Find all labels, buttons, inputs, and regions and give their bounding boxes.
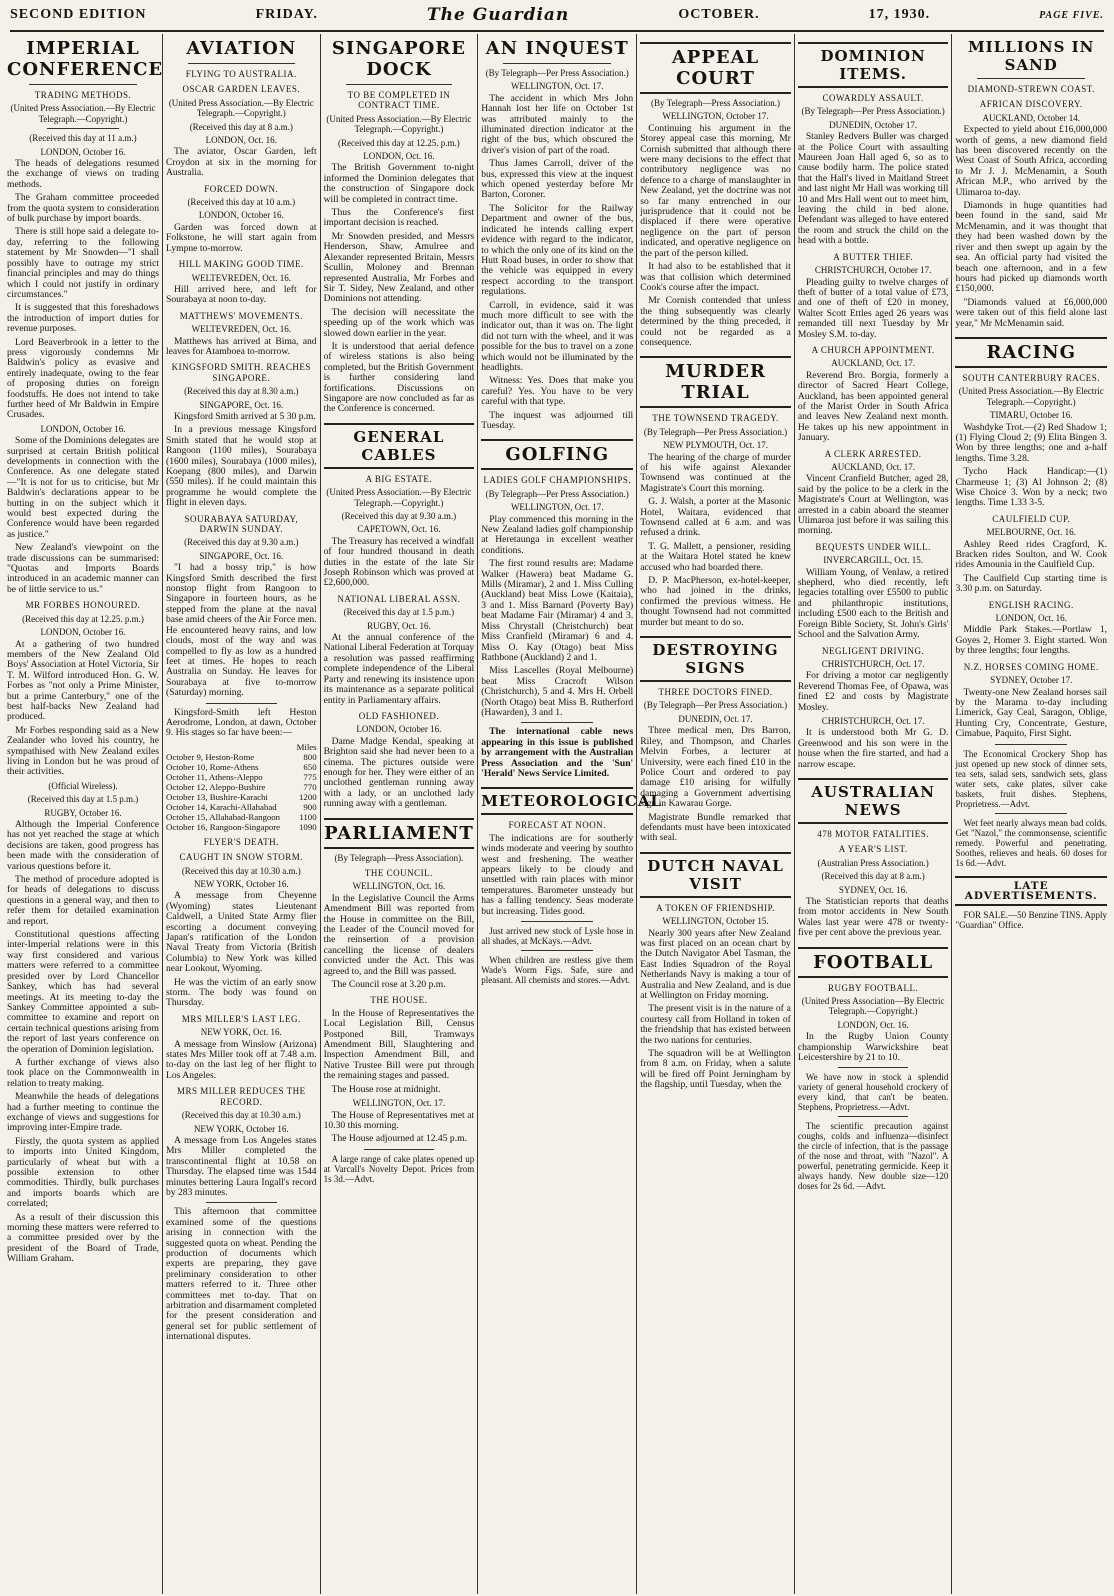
advertisement: A large range of cake plates opened up at Varcall's Novelty Depot. Prices from 1s 3d.—Advt. xyxy=(323,1153,475,1184)
subheading: DIAMOND-STREWN COAST. xyxy=(967,84,1095,94)
source-line: (United Press Association.—By Electric Telegraph.—Copyright.) xyxy=(958,386,1104,407)
paragraph: Magistrate Bundle remarked that defendants must have been intoxicated with seal. xyxy=(640,811,791,844)
received-line: (Received this day at 9.30 a.m.) xyxy=(341,511,457,521)
dateline: RUGBY, Oct. 16. xyxy=(367,620,431,631)
received-line: (Received this day at 9.30 a.m.) xyxy=(184,537,299,548)
source-line: (United Press Association.—By Electric Telegraph.—Copyright.) xyxy=(168,97,314,119)
paragraph: He was the victim of an early snow storm. The body was found on Thursday. xyxy=(166,976,317,1009)
paragraph: Mr Cornish contended that unless the thing subsequently was clearly determined by the thing preceded, it could not be regarded as a consequence. xyxy=(640,295,791,348)
stage-cell: October 10, Rome-Athens xyxy=(166,761,259,772)
headline: MURDER TRIAL xyxy=(640,356,791,408)
subheading: A BUTTER THIEF. xyxy=(833,251,914,262)
paragraph: A message from Winslow (Arizona) states Mrs Miller took off at 7.48 a.m. to-day on the last leg of her flight to Los Angeles. xyxy=(166,1038,317,1081)
headline: GENERAL CABLES xyxy=(324,423,475,469)
column-aviation xyxy=(163,34,321,1594)
dateline: WELTEVREDEN, Oct. 16. xyxy=(191,272,291,283)
table-row xyxy=(166,822,317,832)
stage-cell: October 11, Athens-Aleppo xyxy=(166,771,263,782)
dateline: LONDON, October 16. xyxy=(40,627,126,638)
table-row xyxy=(166,812,317,822)
headline: IMPERIAL CONFERENCE xyxy=(7,38,164,80)
stage-cell: October 15, Allahabad-Rangoon xyxy=(166,811,281,822)
paragraph: Although the Imperial Conference has not yet reached the stage at which decisions are taken, good progress has been made with the consideration of various questions before it. xyxy=(7,819,159,872)
divider xyxy=(29,84,137,85)
subheading: COWARDLY ASSAULT. xyxy=(822,93,924,103)
headline: METEOROLOGICAL xyxy=(481,787,633,815)
paragraph: Middle Park Stakes.—Portlaw 1, Goyes 2, Homer 3. Eight started. Won by three lengths; four lengths. xyxy=(955,624,1108,657)
paragraph: Play commenced this morning in the New Zealand ladies golf championship at Heretaunga in excellent weather conditions. xyxy=(481,513,634,556)
subheading: THE HOUSE. xyxy=(370,995,428,1006)
subheading: FORECAST AT NOON. xyxy=(508,820,606,831)
paragraph: Matthews has arrived at Bima, and leaves for Atamboea to-morrow. xyxy=(166,335,317,357)
subheading: NATIONAL LIBERAL ASSN. xyxy=(337,593,461,604)
source-line: (By Telegraph—Per Press Association.) xyxy=(643,700,788,711)
paragraph: Nearly 300 years after New Zealand was first placed on an ocean chart by the Dutch Navigator Abel Tasman, the East Indies Squadron of the Royal Netherlands Navy is making a tour of Australia and New Zealand, and is due at Wellington on Friday morning. xyxy=(640,927,791,1001)
paragraph: Constitutional questions affecting inter-Imperial relations were in this way first considered and various matters were referred to a committee presided over by Lord Chancellor Sankey, which has had several meetings. At its meeting to-day the Sankey Committee appointed a sub-committee to examine and report on certain technical questions arising from the report of last years conference on the operation of Dominion legislation. xyxy=(7,929,159,1055)
source-line: (By Telegraph—Per Press Association.) xyxy=(485,488,629,499)
headline: FOOTBALL xyxy=(798,947,949,978)
paragraph: Miss Lascelles (Royal Melbourne) beat Miss Cracroft Wilson (Christchurch), 5 and 4. Mrs H. Orbell (North Otago) beat Miss B. Rutherford (Hawarden), 3 and 1. xyxy=(481,665,634,718)
subheading: BEQUESTS UNDER WILL. xyxy=(815,541,931,552)
masthead xyxy=(10,0,1104,32)
source-line: (United Press Association.—By Electric Telegraph.—Copyright.) xyxy=(326,113,472,135)
dateline: CHRISTCHURCH, Oct. 17. xyxy=(821,715,925,726)
paragraph: Dame Madge Kendal, speaking at Brighton said she had never been to a cinema. The pictures outside were enough for her. They were either of an unclothed gentleman running away with a lady, or an unclothed lady running away with a gentleman. xyxy=(323,735,475,810)
miles-cell: 650 xyxy=(303,761,317,772)
paragraph: The Statistician reports that deaths from motor accidents in New South Wales last year were 478 or twenty-five per cent above the previous year. xyxy=(797,896,949,939)
dateline: CHRISTCHURCH, October 17. xyxy=(814,265,932,276)
paragraph: The international cable news appearing in this issue is published by arrangement with the Australian Press Association and the 'Sun' 'Herald' News Service Limited. xyxy=(481,726,634,779)
dateline: LONDON, Oct. 16. xyxy=(205,135,277,146)
received-line: (Received this day at 10 a.m.) xyxy=(187,197,296,208)
headline: DUTCH NAVAL VISIT xyxy=(640,852,791,898)
paragraph: Lord Beaverbrook in a letter to the press vigorously condemns Mr Baldwin's policy as evasive and entirely inadequate, owing to the fear of proposing duties on foreign foodstuffs. He does not intend to take further heed of Mr Baldwin in Empire Crusades. xyxy=(7,336,159,421)
paragraph: The Treasury has received a windfall of four hundred thousand in death duties in the estate of the late Sir Joseph Robinson which was proved at £2,600,000. xyxy=(323,535,475,589)
source-line: (By Telegraph—Press Association). xyxy=(334,852,464,863)
subheading: 478 MOTOR FATALITIES. xyxy=(817,828,929,839)
dateline: LONDON, Oct. 16. xyxy=(995,613,1067,624)
subheading: HILL MAKING GOOD TIME. xyxy=(178,259,304,270)
paragraph: Kingsford-Smith left Heston Aerodrome, London, at dawn, October 9. His stages so far have been:— xyxy=(166,706,317,739)
paragraph: Mr Forbes responding said as a New Zealander who loved his country, he sympathised with New Zealand exiles living in London but he was proud of their activities. xyxy=(7,724,159,778)
paragraph: Continuing his argument in the Storey appeal case this morning, Mr Cornish submitted that although there were many decisions to the effect that contributory negligence was no defence to a charge of manslaughter in New Zealand, yet the doctrine was not so far many entrenched in our jurisprudence that it could not be displaced if there were operative negligence on the part of person indicated, and operative negligence on the part of the person killed. xyxy=(640,122,791,259)
dateline: TIMARU, October 16. xyxy=(989,410,1073,421)
dateline: NEW YORK, October 16. xyxy=(193,1123,289,1134)
subheading: MR FORBES HONOURED. xyxy=(25,600,141,611)
dateline: AUCKLAND, Oct. 17. xyxy=(831,462,915,472)
paragraph: The decision will necessitate the speeding up of the work which was slowed down earlier in the year. xyxy=(323,306,475,339)
dateline: NEW YORK, Oct. 16. xyxy=(200,1027,282,1038)
dateline: DUNEDIN, Oct. 17. xyxy=(678,713,753,724)
paragraph: Hill arrived here, and left for Sourabaya at noon to-day. xyxy=(166,283,317,306)
paragraph: Twenty-one New Zealand horses sail by the Marama to-day including Limerick, Gay Ceal, Saragon, Oblige, Hunting Cry, Concentrate, Gesture, Cimabue, Paquito, First Sight. xyxy=(955,686,1108,740)
paragraph: The hearing of the charge of murder of his wife against Alexander Townsend was continued at the Magistrate's Court this morning. xyxy=(640,451,791,494)
subheading: MATTHEWS' MOVEMENTS. xyxy=(179,310,303,321)
paragraph: Expected to yield about £16,000,000 worth of gems, a new diamond field has been discovered recently on the West Coast of South Africa, according to Mr J. J. McMenamin, a South African M.P., who arrived by the Ulimaroa to-day. xyxy=(955,124,1108,198)
miles-header: Miles xyxy=(296,741,317,752)
dateline: SINGAPORE, Oct. 16. xyxy=(199,550,284,561)
paragraph: The method of procedure adopted is for heads of delegations to discuss questions in a general way, and then to refer them for detailed examination and report. xyxy=(7,874,159,927)
column-singapore-dock xyxy=(321,34,479,1594)
divider xyxy=(364,1149,435,1150)
miles-cell: 770 xyxy=(303,781,317,792)
table-row xyxy=(166,792,317,802)
paragraph: New Zealand's viewpoint on the trade discussions can be summarised: "Quotas and Imports Boards introduced in an academic manner can be of little service to us." xyxy=(7,542,159,595)
source-line: (Official Wireless). xyxy=(48,780,118,791)
dateline: CHRISTCHURCH, Oct. 17. xyxy=(821,658,925,669)
paragraph: Mr Snowden presided, and Messrs Henderson, Shaw, Amulree and Alexander represented Britain, Messrs Scullin, Moloney and Brennan represented Australia, Mr Forbes and Sir T. Sidey, New Zealand, and other Dominions not attending. xyxy=(323,230,475,305)
edition-label: SECOND EDITION xyxy=(10,7,147,22)
divider xyxy=(838,1067,909,1068)
paragraph: The Graham committee proceeded from the quota system to consideration of bulk purchase by import boards. xyxy=(7,192,159,225)
received-line: (Received this day at 1.5 p.m.) xyxy=(27,794,139,805)
dateline: DUNEDIN, October 17. xyxy=(829,119,918,130)
divider xyxy=(995,744,1067,745)
paragraph: It is understood both Mr G. D. Greenwood and his son were in the house when the fire started, and had a narrow escape. xyxy=(797,727,949,770)
table-row xyxy=(166,752,317,762)
subheading: TRADING METHODS. xyxy=(34,90,132,100)
divider xyxy=(521,921,593,922)
dateline: AUCKLAND, Oct. 17. xyxy=(831,358,915,369)
paragraph: Vincent Cranfield Butcher, aged 28, said by the police to be a clerk in the Magistrate's Court at Wellington, was arrested in a cabin aboard the steamer Ulimaroa just before it was sailing this morning. xyxy=(797,473,949,537)
dateline: SINGAPORE, Oct. 16. xyxy=(199,399,284,410)
subheading: KINGSFORD SMITH. REACHES SINGAPORE. xyxy=(171,362,311,383)
paragraph: The first round results are: Madame Walker (Hawera) beat Madame G. Mills (Miramar), 2 and 1. Miss Culling (Auckland) beat Miss Lowe (Kaitaia), 3 and 1. Miss Barnard (Poverty Bay) beat Madame Fair (Miramar) 4 and 3. Miss Chrystall (Christchurch) beat Miss Cranfield (Miramar) 6 and 4. Miss O. Kay (Otago) beat Miss Rathbone (Auckland) 2 and 1. xyxy=(481,558,634,663)
advertisement: FOR SALE.—50 Benzine TINS. Apply "Guardian" Office. xyxy=(955,910,1108,931)
headline: AUSTRALIAN NEWS xyxy=(798,778,949,824)
headline: MILLIONS IN SAND xyxy=(968,38,1095,74)
paragraph: "Diamonds valued at £6,000,000 were taken out of this field alone last year," Mr McMenamin said. xyxy=(955,296,1108,329)
paragraph: D. P. MacPherson, ex-hotel-keeper, who had joined in the drinks, confirmed the previous witness. He thought Townsend had not committed murder but meant to do so. xyxy=(640,575,791,628)
paragraph: At a gathering of two hundred members of the New Zealand Old Boys' Association at Hotel Victoria, Sir T. M. Wilford introduced Hon. G. W. Forbes as "not only a Prime Minister, but a prime Canterbury," one of the best half-backs New Zealand had produced. xyxy=(7,638,159,723)
paragraph: At the annual conference of the National Liberal Federation at Torquay a resolution was passed reaffirming complete independence of the Liberal Party and renewing its insistence upon its maintenance as a separate political entity in Parliamentary affairs. xyxy=(323,632,475,706)
subheading: OLD FASHIONED. xyxy=(358,710,440,721)
advertisement: The Economical Crockery Shop has just opened up new stock of dinner sets, tea sets, salad sets, sandwich sets, glass water sets, cake plates, silver cake baskets, fruit dishes. Stephens, Proprietress.—Advt. xyxy=(955,748,1108,809)
received-line: (Received this day at 12.25. p.m.) xyxy=(22,613,144,624)
date-label: 17, 1930. xyxy=(868,7,931,22)
subheading: THE COUNCIL. xyxy=(364,867,433,878)
subheading: ENGLISH RACING. xyxy=(988,599,1074,610)
miles-cell: 900 xyxy=(303,801,317,812)
advertisement: We have now in stock a splendid variety of general household crockery of every kind, that can't be beaten. Stephens, Proprietress.—Advt. xyxy=(797,1072,949,1113)
paragraph: The Solicitor for the Railway Department and owner of the bus, indicated he intends calling expert evidence with regard to the indicator, to which the only one of its kind on the Hutt Road buses, in order to show that the vehicle was equipped in every respect according to the transport regulations. xyxy=(481,202,634,298)
paragraph: The inquest was adjourned till Tuesday. xyxy=(481,409,634,431)
subheading: CAUGHT IN SNOW STORM. xyxy=(179,852,304,863)
subheading: FORCED DOWN. xyxy=(204,183,279,194)
headline: GOLFING xyxy=(481,439,633,470)
advertisement: Wet feet nearly always mean bad colds. Get "Nazol," the commonsense, scientific remedy. Powerful and penetrating. Soothes, relieves and heals. 60 doses for 1s 6d.—Advt. xyxy=(955,817,1108,868)
paragraph: It is understood that aerial defence of wireless stations is also being completed, but the British Government is further considering land fortifications. Discussions on Singapore are now concluded as far as the Conference is concerned. xyxy=(323,340,475,415)
paragraph: The present visit is in the nature of a courtesy call from Holland in token of the friendship that has existed between the two nations for centuries. xyxy=(640,1003,791,1046)
day-label: FRIDAY. xyxy=(255,7,318,22)
paragraph: The heads of delegations resumed the exchange of views on trading methods. xyxy=(7,158,159,190)
subheading: MRS MILLER'S LAST LEG. xyxy=(181,1013,301,1024)
source-line: (Australian Press Association.) xyxy=(817,857,929,868)
headline: RACING xyxy=(955,337,1107,368)
subheading: SOUTH CANTERBURY RACES. xyxy=(962,372,1100,383)
column-appeal-court xyxy=(637,34,795,1594)
paragraph: The House adjourned at 12.45 p.m. xyxy=(331,1133,467,1145)
received-line: (Received this day at 8 a.m.) xyxy=(821,871,925,882)
columns xyxy=(4,34,1110,1594)
source-line: (By Telegraph—Per Press Association.) xyxy=(801,106,945,117)
paragraph: This afternoon that committee examined some of the questions arising in connection with the suggested quota on wheat. Pending the production of documents which experts are preparing, they gave preliminary consideration to other matters referred to it. Three other committees met to-day. That on arbitration and disarmament completed for the present consideration and general set for public settlement of international disputes. xyxy=(166,1206,317,1343)
source-line: (United Press Association.—By Electric Telegraph.—Copyright.) xyxy=(10,103,156,124)
paragraph: A further exchange of views also took place on the Commonwealth in relation to treaty making. xyxy=(7,1056,159,1089)
divider xyxy=(838,1116,909,1117)
subheading: SOURABAYA SATURDAY, DARWIN SUNDAY. xyxy=(184,513,299,535)
miles-cell: 775 xyxy=(303,771,317,782)
subheading: AFRICAN DISCOVERY. xyxy=(979,99,1083,110)
paragraph: Stanley Redvers Buller was charged at the Police Court with assaulting Maureen Joan Hall aged 6, so as to cause bodily harm. The police stated that the Hall's lived in Maitland Street and last night Mr Hall was working till 10 and Mrs Hall went out to meet him, leaving the child in bed alone. Defendant was alleged to have entered the room and struck the child on the head with a bottle. xyxy=(797,131,949,247)
paragraph: Tycho Hack Handicap:—(1) Charmeuse 1; (3) Al Johnson 2; (8) Wise Choice 3. Won by a neck; two lengths. Time 1.33 3-5. xyxy=(955,466,1108,509)
paragraph: Diamonds in huge quantities had been found in the sand, said Mr McMenamin, and it was thought that they had been washed down by the river and then swept up again by the sea. An official party had visited the beach one afternoon, and in a few hours had picked up diamonds worth £150,000. xyxy=(955,200,1108,295)
paragraph: Ashley Reed rides Cragford, K. Bracken rides Soulton, and W. Cook rides Amounia in the Caulfield Cup. xyxy=(955,538,1108,571)
column-millions-in-sand xyxy=(952,34,1110,1594)
paragraph: T. G. Mallett, a pensioner, residing at the Waitara Hotel stated he knew accused who had boarded there. xyxy=(640,540,791,573)
dateline: LONDON, October 16. xyxy=(40,146,126,157)
paragraph: Washdyke Trot.—(2) Red Shadow 1; (1) Flying Cloud 2; (9) Elita Bingen 3. Won by three lengths; one and a-half lengths. Time 3.28. xyxy=(955,421,1108,464)
advertisement: The scientific precaution against coughs, colds and influenza—disinfect the circle of infection, that is the passage of the nose and throat, with "Nazol". A powerful, penetrating germicide. Keep it always handy. New double size—120 doses for 2s 6d. —Advt. xyxy=(797,1121,949,1192)
paragraph: There is still hope said a delegate to-day, referring to the following statement by Mr Snowden—"I shall possibly have to outrage my strict financial principles and may do things which I could not justify in ordinary circumstances." xyxy=(7,226,159,300)
paragraph: Three medical men, Drs Barron, Riley, and Thompson, and Charles Melvin Forbes, a lecturer at University, were each fined £10 in the Police Court and ordered to pay damage £10 arising for wilfully damaging a Government advertising sign in Kawarau Gorge. xyxy=(640,725,791,810)
miles-cell: 1200 xyxy=(299,791,317,802)
column-an-inquest xyxy=(478,34,663,1594)
dateline: LONDON, October 16. xyxy=(356,724,442,735)
paragraph: In the House of Representatives the Local Legislation Bill, Census Postponed Bill, Tramways Amendment Bill, Slaughtering and Inspection Amendment Bill, and Native Trustee Bill were put through the remaining stages and passed. xyxy=(323,1007,475,1082)
divider xyxy=(188,63,295,64)
headline: DOMINION ITEMS. xyxy=(798,42,949,88)
dateline: WELLINGTON, Oct. 17. xyxy=(510,502,604,513)
subheading: A BIG ESTATE. xyxy=(365,473,433,484)
dateline: LONDON, Oct. 16. xyxy=(837,1019,909,1030)
paragraph: Meanwhile the heads of delegations had a further meeting to continue the exchange of views and suggestions for improving inter-Empire trade. xyxy=(7,1091,159,1134)
divider xyxy=(206,1202,277,1203)
table-row xyxy=(166,782,317,792)
paragraph: The House rose at midnight. xyxy=(331,1083,441,1095)
late-ads-heading: LATE ADVERTISEMENTS. xyxy=(955,876,1107,907)
paragraph: The indications are for southerly winds moderate and veering by southto west and freshening. The weather appears likely to be cloudy and unsettled with rain places with minor temperatures. Barometer unsteady but has a falling tendency. Seas moderate but increasing. Tides good. xyxy=(481,832,634,917)
paragraph: The British Government to-night informed the Dominion delegates that the construction of Singapore dock will be completed in contract time. xyxy=(323,162,475,205)
subheading: FLYING TO AUSTRALIA. xyxy=(185,69,297,79)
paragraph: The House of Representatives met at 10.30 this morning. xyxy=(323,1109,475,1131)
paragraph: Thus the Conference's first important decision is reached. xyxy=(323,207,475,229)
miles-cell: 800 xyxy=(303,751,317,762)
paragraph: The accident in which Mrs John Hannah lost her life on October 1st was attributed mainly to the illuminated direction indicator at the right of the bus, which obscured the driver's vision of part of the road. xyxy=(481,92,634,156)
dateline: LONDON, October 16. xyxy=(40,423,126,434)
dateline: MELBOURNE, Oct. 16. xyxy=(986,527,1076,538)
paragraph: The aviator, Oscar Garden, left Croydon at six in the morning for Australia. xyxy=(166,146,317,179)
subheading: A CHURCH APPOINTMENT. xyxy=(811,344,935,355)
dateline: WELLINGTON, Oct. 16. xyxy=(352,881,446,892)
stage-cell: October 16, Rangoon-Singapore xyxy=(166,821,281,832)
divider xyxy=(995,813,1067,814)
subheading: FLYER'S DEATH. xyxy=(203,836,279,847)
source-line: (By Telegraph—Per Press Association.) xyxy=(643,426,788,437)
table-row xyxy=(166,802,317,812)
paragraph: Some of the Dominions delegates are surprised at certain British political developments in connection with the Conference. As one delegate stated—"It is not for us to criticise, but Mr Baldwin's declarations appear to be butting in on the subject which it would best expected during the Conference would have been regarded as justice." xyxy=(7,435,159,540)
dateline: WELLINGTON, October 17. xyxy=(662,111,769,122)
headline: PARLIAMENT xyxy=(324,818,475,849)
table-row xyxy=(166,772,317,782)
paragraph: In the Legislative Council the Arms Amendment Bill was reported from the House in committee on the Bill, the Leader of the Council moved for the reinsertion of a provision cancelling the license of dealers convicted under the Act. This was agreed to, and the Bill was passed. xyxy=(323,892,475,977)
subheading: NEGLIGENT DRIVING. xyxy=(821,645,925,656)
paragraph: Garden was forced down at Folkstone, he will start again from Lympne to-morrow. xyxy=(166,221,317,254)
dateline: NEW YORK, October 16. xyxy=(193,878,289,889)
newspaper-title: The Guardian xyxy=(426,5,570,25)
headline: APPEAL COURT xyxy=(640,42,791,94)
dateline: RUGBY, October 16. xyxy=(44,807,122,818)
divider xyxy=(521,950,593,951)
dateline: LONDON, October 16. xyxy=(198,210,284,221)
stage-cell: October 14, Karachi-Allahabad xyxy=(166,801,277,812)
dateline: NEW PLYMOUTH, Oct. 17. xyxy=(663,440,768,451)
month-label: OCTOBER. xyxy=(678,7,760,22)
received-line: (Received this day at 8 a.m.) xyxy=(189,121,293,132)
dateline: WELLINGTON, October 15. xyxy=(662,916,769,927)
stage-cell: October 12, Aleppo-Bushire xyxy=(166,781,266,792)
dateline: SYDNEY, Oct. 16. xyxy=(838,884,908,895)
dateline: AUCKLAND, October 14. xyxy=(982,112,1080,123)
paragraph: Witness: Yes. Does that make you careful? Yes. You have to be very careful with that type. xyxy=(481,375,634,408)
advertisement: When children are restless give them Wade's Worm Figs. Safe, sure and pleasant. All chemists and stores.—Advt. xyxy=(481,955,634,986)
paragraph: G. J. Walsh, a porter at the Masonic Hotel, Waitara, evidenced that Townsend called at 6 a.m. and was refused a drink. xyxy=(640,496,791,539)
subheading: CAULFIELD CUP. xyxy=(992,513,1071,524)
source-line: (United Press Association—By Electric Telegraph.—Copyright.) xyxy=(801,996,945,1017)
divider xyxy=(206,703,277,704)
subheading: MRS MILLER REDUCES THE RECORD. xyxy=(177,1086,306,1107)
paragraph: The squadron will be at Wellington from 8 a.m. on Friday, when a salute will be fired off Point Jerningham by the flagship, until Tuesday, when the xyxy=(640,1048,791,1091)
subheading: OSCAR GARDEN LEAVES. xyxy=(182,84,301,95)
source-line: (By Telegraph—Per Press Association.) xyxy=(485,68,629,78)
paragraph: Firstly, the quota system as applied to imports into United Kingdom, particularly of wheat but with a possible extension to other commodities. Thirdly, bulk purchases and imports boards which are correlated; xyxy=(7,1135,159,1210)
received-line: (Received this day at 1.5 p.m.) xyxy=(343,607,455,618)
headline: AVIATION xyxy=(186,38,297,59)
dateline: SYDNEY, October 17. xyxy=(990,675,1073,686)
source-line: (By Telegraph—Press Association.) xyxy=(651,98,780,108)
column-imperial-conference xyxy=(4,34,163,1594)
divider xyxy=(521,722,593,723)
flight-stages-table xyxy=(166,742,317,832)
divider xyxy=(977,78,1085,79)
divider xyxy=(47,128,119,129)
subheading: A YEAR'S LIST. xyxy=(838,844,908,855)
subheading: A CLERK ARRESTED. xyxy=(824,448,922,459)
paragraph: William Young, of Venlaw, a retired shepherd, who died recently, left legacies totalling over £5500 to public and philanthropic institutions, including £500 each to the British and Foreign Bible Society, St. John's Girls' School and the Salvation Army. xyxy=(797,566,949,641)
subheading: TO BE COMPLETED IN CONTRACT TIME. xyxy=(347,90,451,111)
received-line: (Received this day at 8.30 a.m.) xyxy=(184,386,299,397)
paragraph: Thus James Carroll, driver of the bus, expressed this view at the inquest which opened yesterday before Mr Barton, Coroner. xyxy=(481,158,634,201)
miles-cell: 1090 xyxy=(299,821,317,832)
page-number: PAGE FIVE. xyxy=(1039,9,1104,21)
table-row xyxy=(166,762,317,772)
paragraph: "I had a bossy trip," is how Kingsford Smith described the first nonstop flight from Rangoon to Singapore in fourteen hours, as he stepped from the plane at the naval base amid cheers of the Air Force men. He encountered heavy rains, and low clouds, most of the way and was compelled to fly as low as a hundred feet at times. He hopes to reach Australia on Sunday. He leaves for Sourabaya at five to-morrow (Saturday) morning. xyxy=(166,562,317,699)
paragraph: Reverend Bro. Borgia, formerly a director of Sacred Heart College, Auckland, has been appointed general of the Marist Order in South Africa and leaves New Zealand next month. He takes up his new appointment in January. xyxy=(797,369,949,444)
subheading: THREE DOCTORS FINED. xyxy=(658,687,773,698)
paragraph: In a previous message Kingsford Smith stated that he would stop at Rangoon (1100 miles), Sourabaya (1600 miles), Sourabaya (1000 miles), Koepang (800 miles), and Darwin (550 miles). If he could maintain this programme he would complete the flight in eleven days. xyxy=(166,424,317,509)
stage-cell: October 9, Heston-Rome xyxy=(166,751,255,762)
paragraph: It had also to be established that it was that collision which determined Cook's course after the impact. xyxy=(640,261,791,293)
dateline: WELLINGTON, Oct. 17. xyxy=(352,1098,446,1109)
dateline: CAPETOWN, Oct. 16. xyxy=(357,524,441,535)
miles-cell: 1100 xyxy=(299,811,317,822)
received-line: (Received this day at 10.30 a.m.) xyxy=(181,865,301,876)
dateline: WELLINGTON, Oct. 17. xyxy=(510,81,604,92)
paragraph: The Caulfield Cup starting time is 3.30 p.m. on Saturday. xyxy=(955,572,1108,595)
paragraph: As a result of their discussion this morning these matters were referred to a committee presided over by the president of the Board of Trade, William Graham. xyxy=(7,1211,159,1265)
paragraph: Carroll, in evidence, said it was much more difficult to see with the indicator out, than it was on. The light did not turn with the wheel, and it was possible for the bus to travel on a zone which would not be illuminated by the headlights. xyxy=(481,299,634,373)
paragraph: In the Rugby Union County championship Warwickshire beat Leicestershire by 21 to 10. xyxy=(797,1031,949,1064)
received-line: (Received this day at 12.25. p.m.) xyxy=(338,137,460,148)
subheading: THE TOWNSEND TRAGEDY. xyxy=(652,413,779,424)
paragraph: For driving a motor car negligently Reverend Thomas Fee, of Opawa, was fined £2 and costs by Magistrate Mosley. xyxy=(797,670,949,713)
paragraph: Kingsford Smith arrived at 5 30 p.m. xyxy=(174,410,316,422)
subheading: N.Z. HORSES COMING HOME. xyxy=(963,661,1099,672)
column-dominion-items xyxy=(795,34,953,1594)
headline: SINGAPORE DOCK xyxy=(331,38,466,80)
subheading: RUGBY FOOTBALL. xyxy=(828,982,919,993)
divider xyxy=(346,84,453,85)
received-line: (Received this day at 10.30 a.m.) xyxy=(181,1110,301,1121)
headline: DESTROYING SIGNS xyxy=(640,636,791,682)
headline: AN INQUEST xyxy=(485,38,629,59)
paragraph: The Council rose at 3.20 p.m. xyxy=(331,979,446,991)
paragraph: A message from Cheyenne (Wyoming) states Lieutenant Caldwell, a United State Army flier escorting a document conveying Japan's ratification of the London Naval Treaty from Victoria (British Columbia) to New York was killed near Lookout, Wyoming. xyxy=(166,890,317,975)
advertisement: Just arrived new stock of Lysle hose in all shades, at McKays.—Advt. xyxy=(481,926,634,947)
paragraph: Pleading guilty to twelve charges of theft of butter of a total value of £73, and one of theft of £20 in money, Walter Scott Ettles aged 26 years was remanded till next Tuesday by Mr Mosley S.M. to-day. xyxy=(797,276,949,340)
source-line: (United Press Association.—By Electric Telegraph.—Copyright.) xyxy=(326,487,472,508)
divider xyxy=(503,63,611,64)
subheading: A TOKEN OF FRIENDSHIP. xyxy=(656,902,775,913)
received-line: (Received this day at 11 a.m.) xyxy=(29,133,137,144)
paragraph: It is suggested that this foreshadows the introduction of import duties for revenue purposes. xyxy=(7,302,159,335)
stage-cell: October 13, Bushire-Karachi xyxy=(166,791,268,802)
dateline: INVERCARGILL, Oct. 15. xyxy=(823,555,923,566)
dateline: WELTEVREDEN, Oct. 16. xyxy=(191,324,291,335)
paragraph: A message from Los Angeles states Mrs Miller completed the transcontinental flight at 10.58 on Thursday. The elapsed time was 1544 minutes bettering Laura Ingall's record by 283 minutes. xyxy=(166,1134,317,1198)
subheading: LADIES GOLF CHAMPIONSHIPS. xyxy=(483,475,632,486)
dateline: LONDON, Oct. 16. xyxy=(363,151,435,162)
